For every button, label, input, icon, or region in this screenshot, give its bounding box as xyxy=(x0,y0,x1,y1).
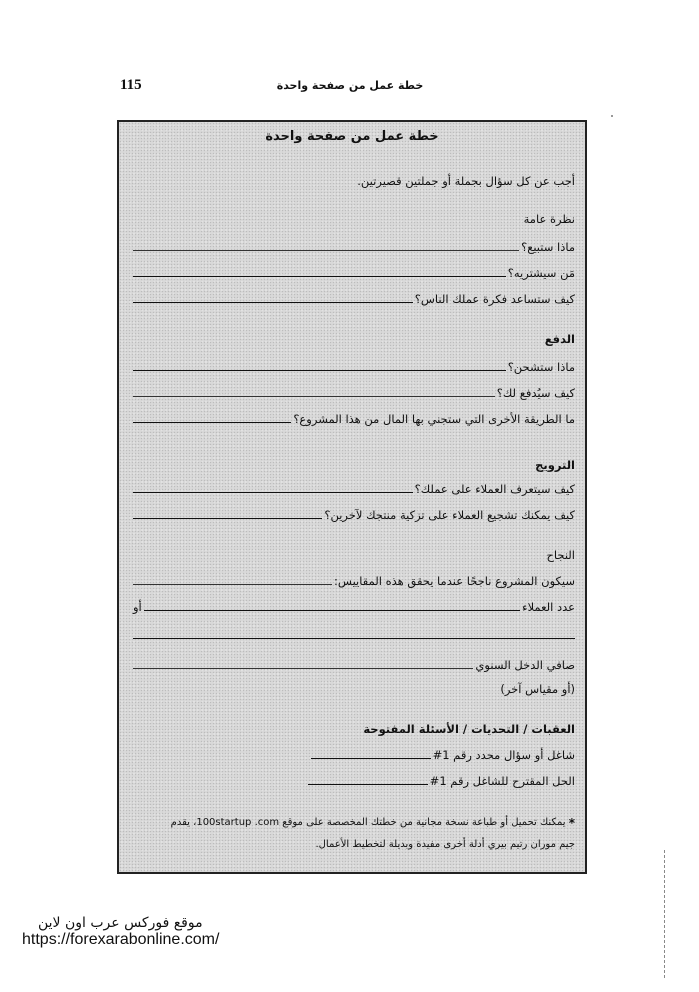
question-row xyxy=(133,570,575,588)
form-title: خطة عمل من صفحة واحدة xyxy=(265,129,439,144)
or-label: أو xyxy=(133,600,142,614)
metric-income-label: صافي الدخل السنوي xyxy=(475,658,575,672)
section-heading-promotion: الترويج xyxy=(535,458,575,472)
running-header: خطة عمل من صفحة واحدة xyxy=(276,79,424,92)
question-row xyxy=(133,654,575,672)
question-row xyxy=(133,504,575,522)
question-label: مَن سيشتريه؟ xyxy=(507,266,575,280)
section-heading-success: النجاح xyxy=(546,548,575,562)
section-heading-overview: نظرة عامة xyxy=(523,212,575,226)
question-label: كيف سيُدفع لك؟ xyxy=(496,386,575,400)
question-row xyxy=(133,478,575,496)
answer-line[interactable] xyxy=(133,250,519,251)
question-row xyxy=(308,770,575,788)
question-row xyxy=(133,596,575,614)
page-number: 115 xyxy=(120,77,142,93)
answer-line[interactable] xyxy=(133,492,413,493)
question-label: كيف ستساعد فكرة عملك الناس؟ xyxy=(414,292,575,306)
section-heading-obstacles: العقبات / التحديات / الأسئلة المفتوحة xyxy=(363,722,575,736)
other-metric-label: (أو مقياس آخر) xyxy=(500,682,575,696)
answer-line[interactable] xyxy=(133,302,413,303)
watermark-url[interactable]: https://forexarabonline.com/ xyxy=(22,931,220,948)
answer-line[interactable] xyxy=(133,668,473,669)
metric-customers-label: عدد العملاء xyxy=(522,600,575,614)
answer-line[interactable] xyxy=(133,370,506,371)
watermark-arabic: موقع فوركس عرب اون لاين xyxy=(38,915,203,931)
question-row xyxy=(133,382,575,400)
section-heading-payment: الدفع xyxy=(544,332,575,346)
question-label: كيف يمكنك تشجيع العملاء على تزكية منتجك لآخرين؟ xyxy=(324,508,575,522)
question-label: الحل المقترح للشاغل رقم 1# xyxy=(429,774,575,788)
question-row xyxy=(133,356,575,374)
answer-line[interactable] xyxy=(133,584,332,585)
question-label: ماذا ستبيع؟ xyxy=(521,240,575,254)
answer-line[interactable] xyxy=(144,610,520,611)
form-instruction: أجب عن كل سؤال بجملة أو جملتين قصيرتين. xyxy=(357,174,575,188)
question-row xyxy=(133,262,575,280)
answer-line[interactable] xyxy=(133,396,495,397)
footnote-line-2: جيم موران رتيم بيري أدلة أخرى مفيدة وبديلة لتخطيط الأعمال. xyxy=(315,839,575,850)
watermark xyxy=(22,915,219,949)
answer-line[interactable] xyxy=(133,276,506,277)
footnote xyxy=(129,812,575,856)
question-label: ما الطريقة الأخرى التي ستجني بها المال من هذا المشروع؟ xyxy=(293,412,575,426)
success-intro-label: سيكون المشروع ناجحًا عندما يحقق هذه المقاييس: xyxy=(334,574,575,588)
question-label: ماذا ستشحن؟ xyxy=(507,360,575,374)
question-row xyxy=(133,236,575,254)
answer-line[interactable] xyxy=(133,638,575,639)
question-row xyxy=(133,408,575,426)
scan-binding-edge xyxy=(664,850,665,980)
question-label: كيف سيتعرف العملاء على عملك؟ xyxy=(414,482,575,496)
business-plan-form xyxy=(117,120,587,874)
footnote-line-1: يمكنك تحميل أو طباعة نسخة مجانية من خطتك المخصصة على موقع 100startup .com، يقدم xyxy=(170,817,566,828)
answer-line[interactable] xyxy=(133,422,291,423)
question-row xyxy=(133,288,575,306)
question-label: شاغل أو سؤال محدد رقم 1# xyxy=(432,748,575,762)
answer-line[interactable] xyxy=(308,784,428,785)
answer-line[interactable] xyxy=(133,518,322,519)
question-row xyxy=(311,744,575,762)
footnote-marker: * xyxy=(568,816,575,830)
scan-speck xyxy=(611,115,613,117)
answer-line[interactable] xyxy=(311,758,431,759)
